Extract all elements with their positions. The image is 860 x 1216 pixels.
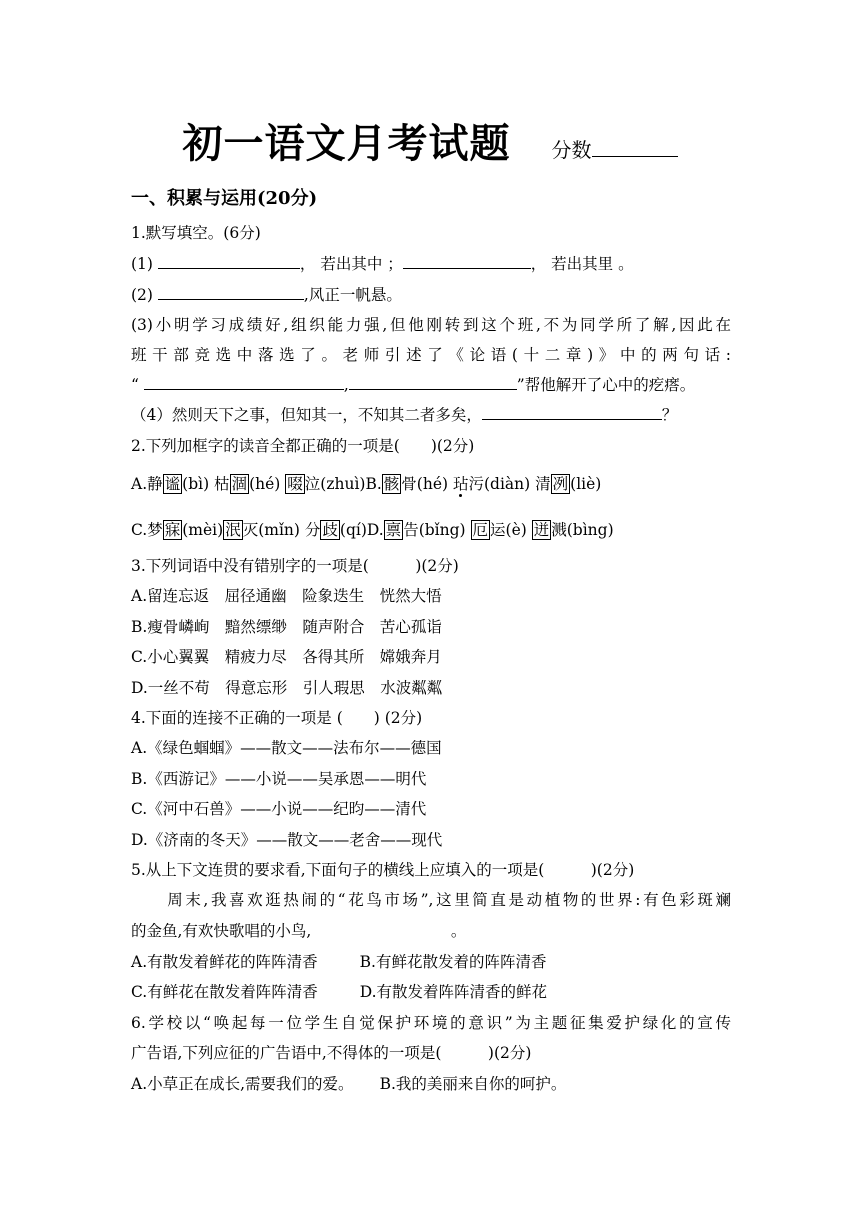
q1-l3-comma: ,	[343, 376, 349, 394]
q1-blank-1[interactable]	[158, 254, 300, 269]
q4-option-a: A.《绿色蝈蝈》——散文——法布尔——德国	[131, 739, 442, 757]
boxed-char: 寐	[164, 521, 181, 539]
q1-blank-5[interactable]	[349, 375, 517, 390]
q1-line-3c	[131, 375, 695, 395]
q1-stem: 1.默写填空。(6分)	[131, 224, 261, 242]
q4-option-b: B.《西游记》——小说——吴承恩——明代	[131, 770, 427, 788]
q2-a-pre: A.静	[131, 475, 163, 493]
q1-line-2	[131, 285, 402, 305]
score-blank[interactable]	[592, 138, 678, 157]
boxed-char: 歧	[322, 521, 338, 539]
q3-option-b: B.瘦骨嶙峋 黯然缥缈 随声附合 苦心孤诣	[131, 618, 442, 636]
boxed-char: 骸	[383, 475, 400, 493]
q1-blank-2[interactable]	[403, 254, 531, 269]
q1-line-3a: (3)小明学习成绩好,组织能力强,但他刚转到这个班,不为同学所了解,因此在	[131, 316, 731, 334]
q6-stem-2: 广告语,下列应征的广告语中,不得体的一项是( )(2分)	[131, 1044, 532, 1062]
q2-text: 运(è)	[490, 521, 532, 539]
q2-text: 骨(hé)	[401, 475, 453, 493]
q2-c-pre: C.梦	[131, 521, 163, 539]
q3-option-a: A.留连忘返 屈径通幽 险象迭生 恍然大悟	[131, 587, 442, 605]
q1-blank-6[interactable]	[482, 405, 662, 420]
q1-l4-end: ？	[661, 406, 678, 424]
q5-passage-1: 周末,我喜欢逛热闹的“花鸟市场”,这里简直是动植物的世界:有色彩斑斓	[131, 891, 731, 909]
score-label: 分数	[551, 138, 592, 162]
boxed-char: 冽	[552, 475, 569, 493]
q2-text: 污(diàn) 清	[468, 475, 551, 493]
q1-blank-3[interactable]	[158, 285, 304, 300]
q1-l1-end: ， 若出其里 。	[530, 255, 634, 273]
q1-l1-label: (1)	[131, 255, 158, 273]
q6-options-ab	[131, 1074, 566, 1094]
q5-option-c: C.有鲜花在散发着阵阵清香	[131, 983, 318, 1001]
q1-l1-mid: ， 若出其中 ；	[299, 255, 403, 273]
q2-text: 泣(zhuì)B.	[304, 475, 382, 493]
q2-options-cd	[131, 520, 614, 540]
q2-text: (mèi)	[182, 521, 224, 539]
dotted-char: 玷	[452, 475, 469, 493]
title-row	[0, 112, 860, 169]
q5-options-ab	[131, 952, 546, 972]
q1-l4-text: （4）然则天下之事，但知其一，不知其二者多矣，	[131, 406, 482, 424]
boxed-char: 谧	[164, 475, 181, 493]
q3-option-c: C.小心翼翼 精疲力尽 各得其所 嫦娥奔月	[131, 648, 442, 666]
page-title: 初一语文月考试题	[182, 120, 511, 167]
q1-blank-4[interactable]	[144, 375, 344, 390]
q5-option-a: A.有散发着鲜花的阵阵清香	[131, 953, 318, 971]
q4-option-c: C.《河中石兽》——小说——纪昀——清代	[131, 800, 427, 818]
q1-line-4	[131, 405, 677, 425]
q5-option-b: B.有鲜花散发着的阵阵清香	[359, 953, 547, 971]
q4-stem: 4.下面的连接不正确的一项是 ( ) (2分)	[131, 709, 423, 727]
q2-options-ab	[131, 474, 601, 494]
q5-option-d: D.有散发着阵阵清香的鲜花	[359, 983, 548, 1001]
q1-l3-close: ”帮他解开了心中的疙瘩。	[516, 376, 696, 394]
q2-text: 灭(mǐn) 分	[242, 521, 321, 539]
q6-option-a: A.小草正在成长,需要我们的爱。	[131, 1075, 354, 1093]
boxed-char: 涸	[231, 475, 248, 493]
q5-options-cd	[131, 982, 547, 1002]
q1-line-1	[131, 254, 634, 274]
boxed-char: 厄	[472, 521, 489, 539]
q2-text: 溅(bìng)	[551, 521, 614, 539]
q1-l2-end: ,风正一帆悬。	[303, 286, 402, 304]
q2-text: (bì) 枯	[182, 475, 230, 493]
boxed-char: 迸	[533, 521, 550, 539]
q6-option-b: B.我的美丽来自你的呵护。	[379, 1075, 567, 1093]
q2-text: (qí)D.	[339, 521, 384, 539]
q1-l2-label: (2)	[131, 286, 158, 304]
q3-option-d: D.一丝不苟 得意忘形 引人瑕思 水波粼粼	[131, 679, 443, 697]
boxed-char: 啜	[287, 475, 303, 493]
q4-option-d: D.《济南的冬天》——散文——老舍——现代	[131, 831, 443, 849]
q2-text: (hé)	[249, 475, 286, 493]
section-heading: 一、积累与运用(20分)	[131, 188, 318, 209]
q5-passage-2: 的金鱼,有欢快歌唱的小鸟, 。	[131, 922, 467, 940]
boxed-char: 禀	[385, 521, 402, 539]
q3-stem: 3.下列词语中没有错别字的一项是( )(2分)	[131, 557, 459, 575]
q1-line-3b: 班干部竞选中落选了。老师引述了《论语(十二章)》中的两句话:	[131, 346, 731, 364]
q6-stem-1: 6.学校以“唤起每一位学生自觉保护环境的意识”为主题征集爱护绿化的宣传	[131, 1014, 731, 1032]
q1-l3-open: “	[131, 376, 144, 394]
q5-stem: 5.从上下文连贯的要求看,下面句子的横线上应填入的一项是( )(2分)	[131, 861, 635, 879]
boxed-char: 泯	[225, 521, 241, 539]
q2-stem: 2.下列加框字的读音全都正确的一项是( )(2分)	[131, 437, 475, 455]
q2-text: (liè)	[570, 475, 602, 493]
q2-text: 告(bǐng)	[403, 521, 471, 539]
